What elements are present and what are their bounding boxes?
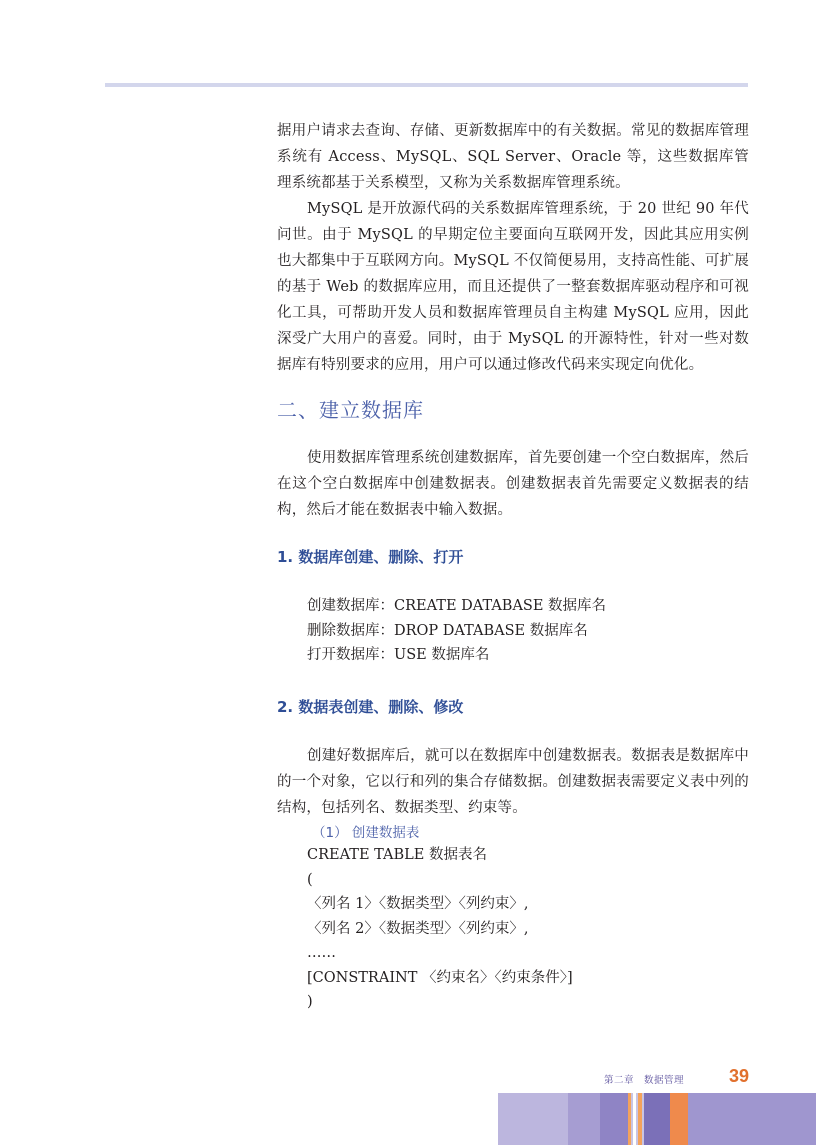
subheading-table-ops: 2. 数据表创建、删除、修改 (277, 698, 464, 716)
code-line: 〈列名 1〉〈数据类型〉〈列约束〉, (307, 896, 529, 912)
code-line: 〈列名 2〉〈数据类型〉〈列约束〉, (307, 920, 529, 937)
command-use-db: 打开数据库：USE 数据库名 (307, 647, 490, 663)
subheading-create-table: （1） 创建数据表 (312, 825, 420, 841)
page-number: 39 (729, 1066, 750, 1086)
section-heading: 二、建立数据库 (277, 398, 424, 422)
code-line: …… (307, 945, 336, 961)
paragraph-mysql: MySQL 是开放源代码的关系数据库管理系统，于 20 世纪 90 年代问世。由于 MySQL 的早期定位主要面向互联网开发，因此其应用实例也大都集中于互联网方向。MySQL 不仅简便易用，支持高性能、可扩展的基于 Web 的数据库应用，而且还提供了一整套数据库驱动程序和可视化工具，可帮助开发人员和数据库管理员自主构建 MySQL 应用，因此深受广大用户的喜爱。同时，由于 MySQL 的开源特性，针对一些对数据库有特别要求的应用，用户可以通过修改代码来实现定向优化。 (277, 201, 749, 373)
footer-decoration (498, 1093, 816, 1145)
code-line: CREATE TABLE 数据表名 (307, 847, 487, 863)
footer-chapter-title: 第二章 数据管理 (604, 1075, 685, 1086)
subheading-db-ops: 1. 数据库创建、删除、打开 (277, 548, 464, 566)
create-table-code (307, 843, 573, 1015)
paragraph-dbms-intro: 据用户请求去查询、存储、更新数据库中的有关数据。常见的数据库管理系统有 Access、MySQL、SQL Server、Oracle 等，这些数据库管理系统都基于关系模型，又称为关系数据库管理系统。 (277, 123, 749, 191)
header-rule (105, 83, 748, 87)
command-drop-db: 删除数据库：DROP DATABASE 数据库名 (307, 622, 588, 639)
code-line: ) (307, 994, 313, 1010)
paragraph-create-table: 创建好数据库后，就可以在数据库中创建数据表。数据表是数据库中的一个对象，它以行和列的集合存储数据。创建数据表需要定义表中列的结构，包括列名、数据类型、约束等。 (277, 748, 749, 816)
db-command-list (307, 594, 606, 668)
paragraph-create-db: 使用数据库管理系统创建数据库，首先要创建一个空白数据库，然后在这个空白数据库中创建数据表。创建数据表首先需要定义数据表的结构，然后才能在数据表中输入数据。 (277, 450, 749, 518)
command-create-db: 创建数据库：CREATE DATABASE 数据库名 (307, 598, 607, 614)
code-line: [CONSTRAINT 〈约束名〉〈约束条件〉] (307, 969, 573, 986)
code-line: ( (307, 871, 313, 888)
